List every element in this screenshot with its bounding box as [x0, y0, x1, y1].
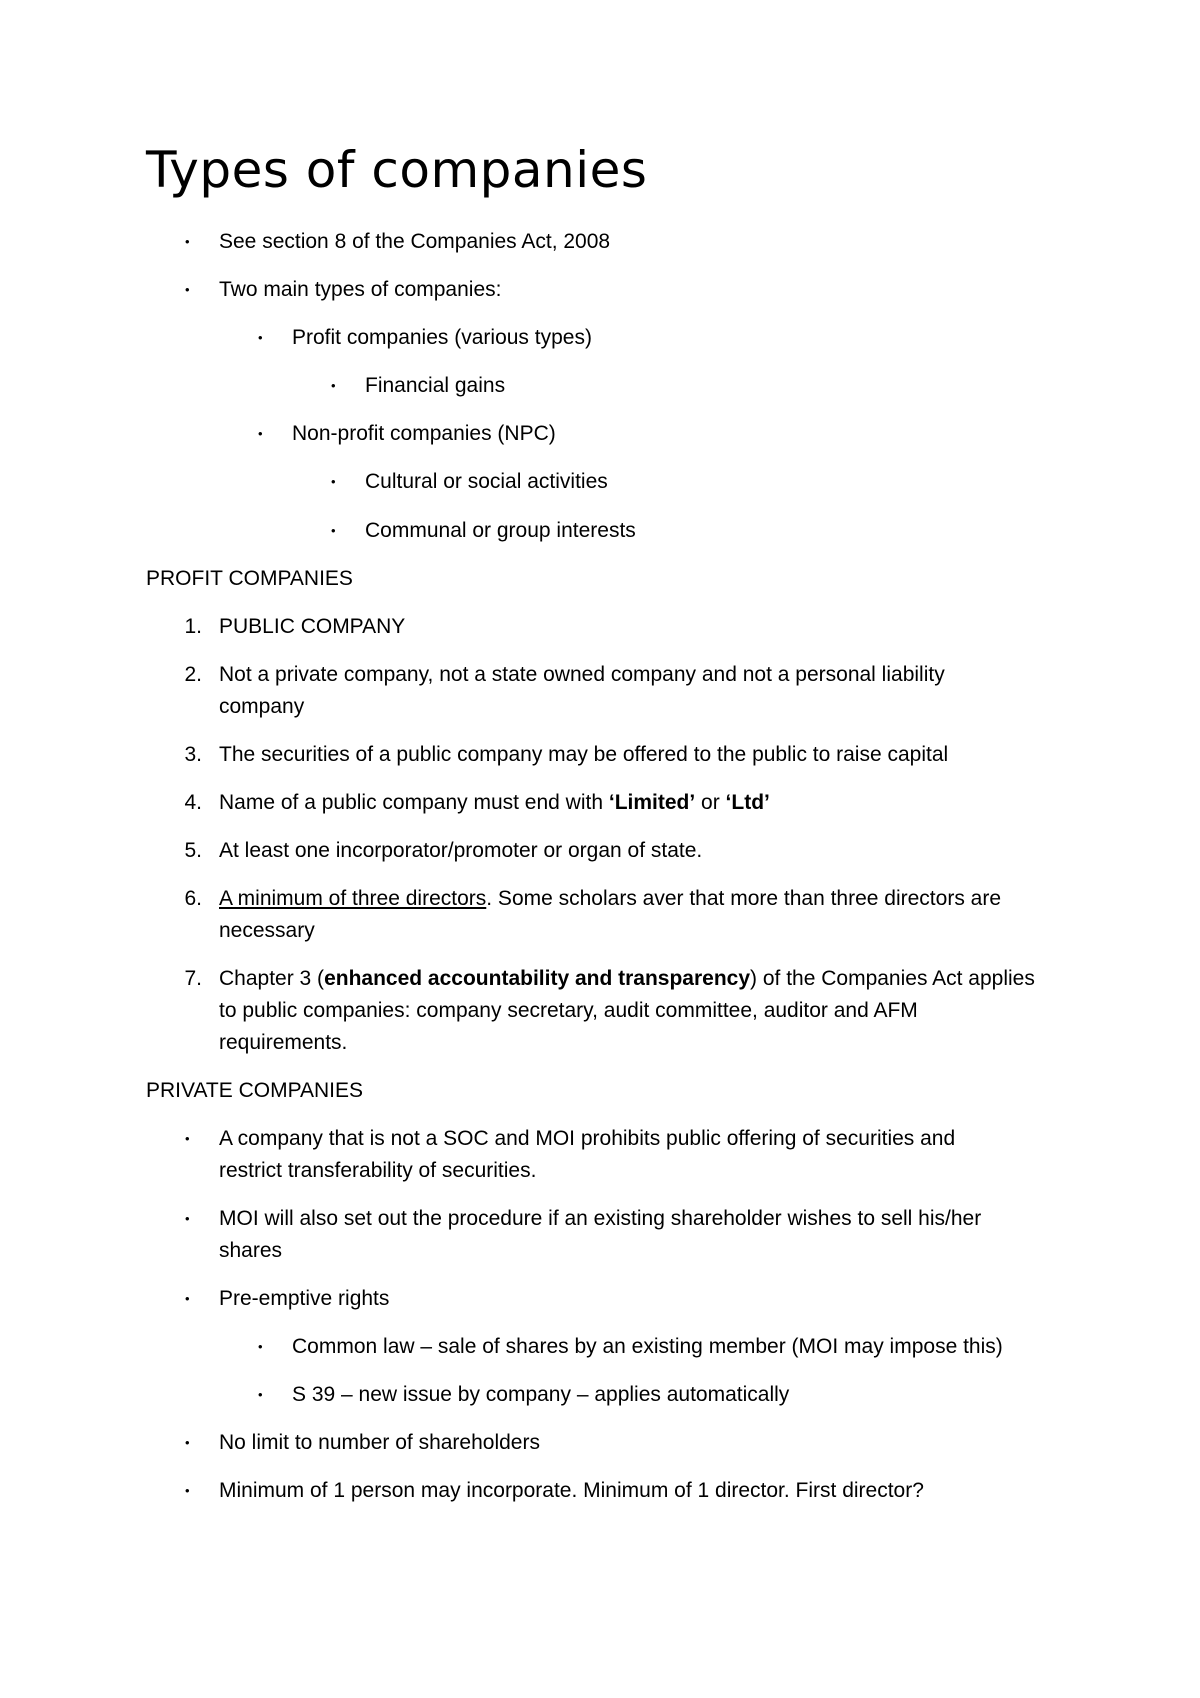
- bullet-icon: •: [185, 1483, 190, 1498]
- bullet-icon: •: [185, 234, 190, 249]
- private-bullet-2-line2: shares: [219, 1239, 283, 1262]
- private-bullet-2-line1: MOI will also set out the procedure if an existing shareholder wishes to sell his/her: [219, 1207, 982, 1230]
- private-bullet-pre-emptive: Pre-emptive rights: [219, 1287, 390, 1310]
- bullet-icon: •: [258, 426, 263, 441]
- profit-item-3: The securities of a public company may be offered to the public to raise capital: [219, 743, 949, 766]
- sub-bullet-profit-companies: Profit companies (various types): [292, 326, 592, 349]
- private-companies-heading: PRIVATE COMPANIES: [146, 1079, 364, 1102]
- profit-item-6-line1: [219, 883, 1001, 915]
- profit-item-1: PUBLIC COMPANY: [219, 615, 406, 638]
- limited-term: ‘Limited’: [608, 791, 696, 814]
- intro-bullet-section8: See section 8 of the Companies Act, 2008: [219, 230, 611, 253]
- bullet-icon: •: [331, 378, 336, 393]
- page-title: Types of companies: [146, 141, 648, 199]
- private-bullet-1-line1: A company that is not a SOC and MOI prohibits public offering of securities and: [219, 1127, 956, 1150]
- list-number: 6.: [184, 887, 202, 910]
- profit-item-7-line1: [219, 963, 1035, 995]
- bullet-icon: •: [331, 523, 336, 538]
- sub-bullet-non-profit: Non-profit companies (NPC): [292, 422, 556, 445]
- list-number: 3.: [184, 743, 202, 766]
- profit-item-6-line2: necessary: [219, 919, 315, 942]
- ltd-term: ‘Ltd’: [725, 791, 770, 814]
- enhanced-accountability-term: enhanced accountability and transparency: [324, 967, 751, 990]
- sub-sub-bullet-financial-gains: Financial gains: [365, 374, 506, 397]
- profit-item-2-line2: company: [219, 695, 305, 718]
- list-number: 5.: [184, 839, 202, 862]
- bullet-icon: •: [185, 1211, 190, 1226]
- profit-item-7-pre: Chapter 3 (: [219, 967, 325, 990]
- profit-item-6-rest: . Some scholars aver that more than three directors are: [486, 887, 1002, 910]
- bullet-icon: •: [258, 1387, 263, 1402]
- list-number: 7.: [184, 967, 202, 990]
- sub-sub-bullet-cultural: Cultural or social activities: [365, 470, 608, 493]
- bullet-icon: •: [185, 1435, 190, 1450]
- list-number: 2.: [184, 663, 202, 686]
- sub-bullet-s39: S 39 – new issue by company – applies automatically: [292, 1383, 790, 1406]
- profit-item-4-or: or: [695, 791, 726, 814]
- bullet-icon: •: [185, 1131, 190, 1146]
- bullet-icon: •: [185, 282, 190, 297]
- intro-bullet-two-types: Two main types of companies:: [219, 278, 502, 301]
- sub-sub-bullet-communal: Communal or group interests: [365, 519, 636, 542]
- bullet-icon: •: [185, 1291, 190, 1306]
- private-bullet-no-limit: No limit to number of shareholders: [219, 1431, 540, 1454]
- bullet-icon: •: [258, 330, 263, 345]
- list-number: 1.: [184, 615, 202, 638]
- sub-bullet-common-law: Common law – sale of shares by an existing member (MOI may impose this): [292, 1335, 1003, 1358]
- profit-item-2-line1: Not a private company, not a state owned company and not a personal liability: [219, 663, 945, 686]
- profit-item-5: At least one incorporator/promoter or organ of state.: [219, 839, 703, 862]
- bullet-icon: •: [331, 474, 336, 489]
- list-number: 4.: [184, 791, 202, 814]
- profit-item-7-line3: requirements.: [219, 1031, 348, 1054]
- profit-item-7-post: ) of the Companies Act applies: [750, 967, 1035, 990]
- profit-companies-heading: PROFIT COMPANIES: [146, 567, 353, 590]
- profit-item-4: [219, 787, 770, 819]
- private-bullet-minimum: Minimum of 1 person may incorporate. Minimum of 1 director. First director?: [219, 1479, 924, 1502]
- profit-item-7-line2: to public companies: company secretary, audit committee, auditor and AFM: [219, 999, 918, 1022]
- private-bullet-1-line2: restrict transferability of securities.: [219, 1159, 537, 1182]
- bullet-icon: •: [258, 1339, 263, 1354]
- profit-item-4-text: Name of a public company must end with: [219, 791, 609, 814]
- three-directors-underlined: A minimum of three directors: [219, 887, 487, 910]
